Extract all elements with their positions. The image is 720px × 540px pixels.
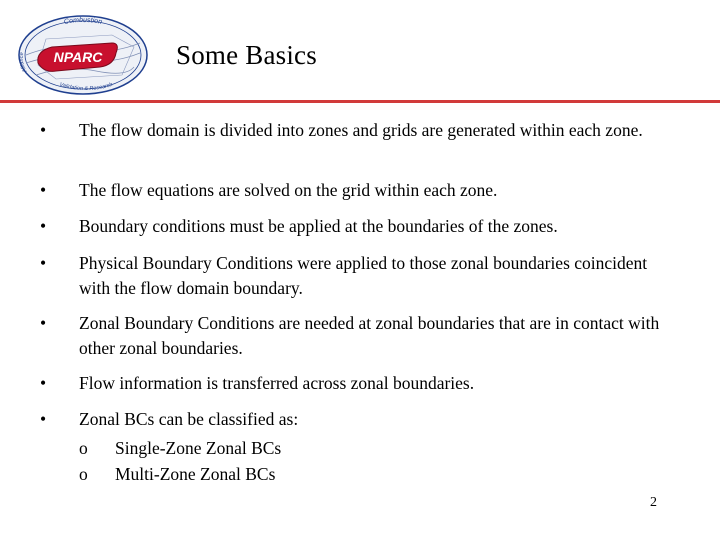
page-number: 2 bbox=[650, 495, 657, 510]
title-divider bbox=[0, 100, 720, 103]
bullet-marker: • bbox=[40, 253, 47, 273]
logo-arc-top-text: Combustion bbox=[63, 16, 103, 27]
sub-bullet-text: Single-Zone Zonal BCs bbox=[115, 438, 282, 458]
slide-title: Some Basics bbox=[176, 40, 317, 70]
bullet-marker: • bbox=[40, 180, 47, 200]
bullet-marker: • bbox=[40, 409, 47, 429]
bullet-text: Boundary conditions must be applied at the boundaries of the zones. bbox=[79, 216, 558, 236]
bullet-marker: • bbox=[40, 313, 47, 333]
sub-bullet-marker: o bbox=[79, 464, 88, 484]
bullet-text: Zonal BCs can be classified as: bbox=[79, 409, 299, 429]
logo-arc-bottom-text: Validation & Research bbox=[58, 81, 114, 93]
nparc-logo-graphic bbox=[16, 13, 150, 97]
sub-bullet-marker: o bbox=[79, 438, 88, 458]
bullet-marker: • bbox=[40, 216, 47, 236]
bullet-text: The flow equations are solved on the grid within each zone. bbox=[79, 180, 498, 200]
nparc-logo bbox=[16, 13, 150, 97]
bullet-text: The flow domain is divided into zones and grids are generated within each zone. bbox=[79, 120, 643, 140]
logo-arc-left-text: Alliance bbox=[18, 51, 29, 74]
sub-bullet-text: Multi-Zone Zonal BCs bbox=[115, 464, 276, 484]
bullet-text: Zonal Boundary Conditions are needed at zonal boundaries that are in contact with other zonal boundaries. bbox=[79, 313, 660, 358]
bullet-marker: • bbox=[40, 120, 47, 140]
logo-label: NPARC bbox=[53, 49, 103, 65]
bullet-text: Physical Boundary Conditions were applied to those zonal boundaries coincident with the flow domain boundary. bbox=[79, 253, 648, 298]
bullet-marker: • bbox=[40, 373, 47, 393]
bullet-text: Flow information is transferred across zonal boundaries. bbox=[79, 373, 475, 393]
